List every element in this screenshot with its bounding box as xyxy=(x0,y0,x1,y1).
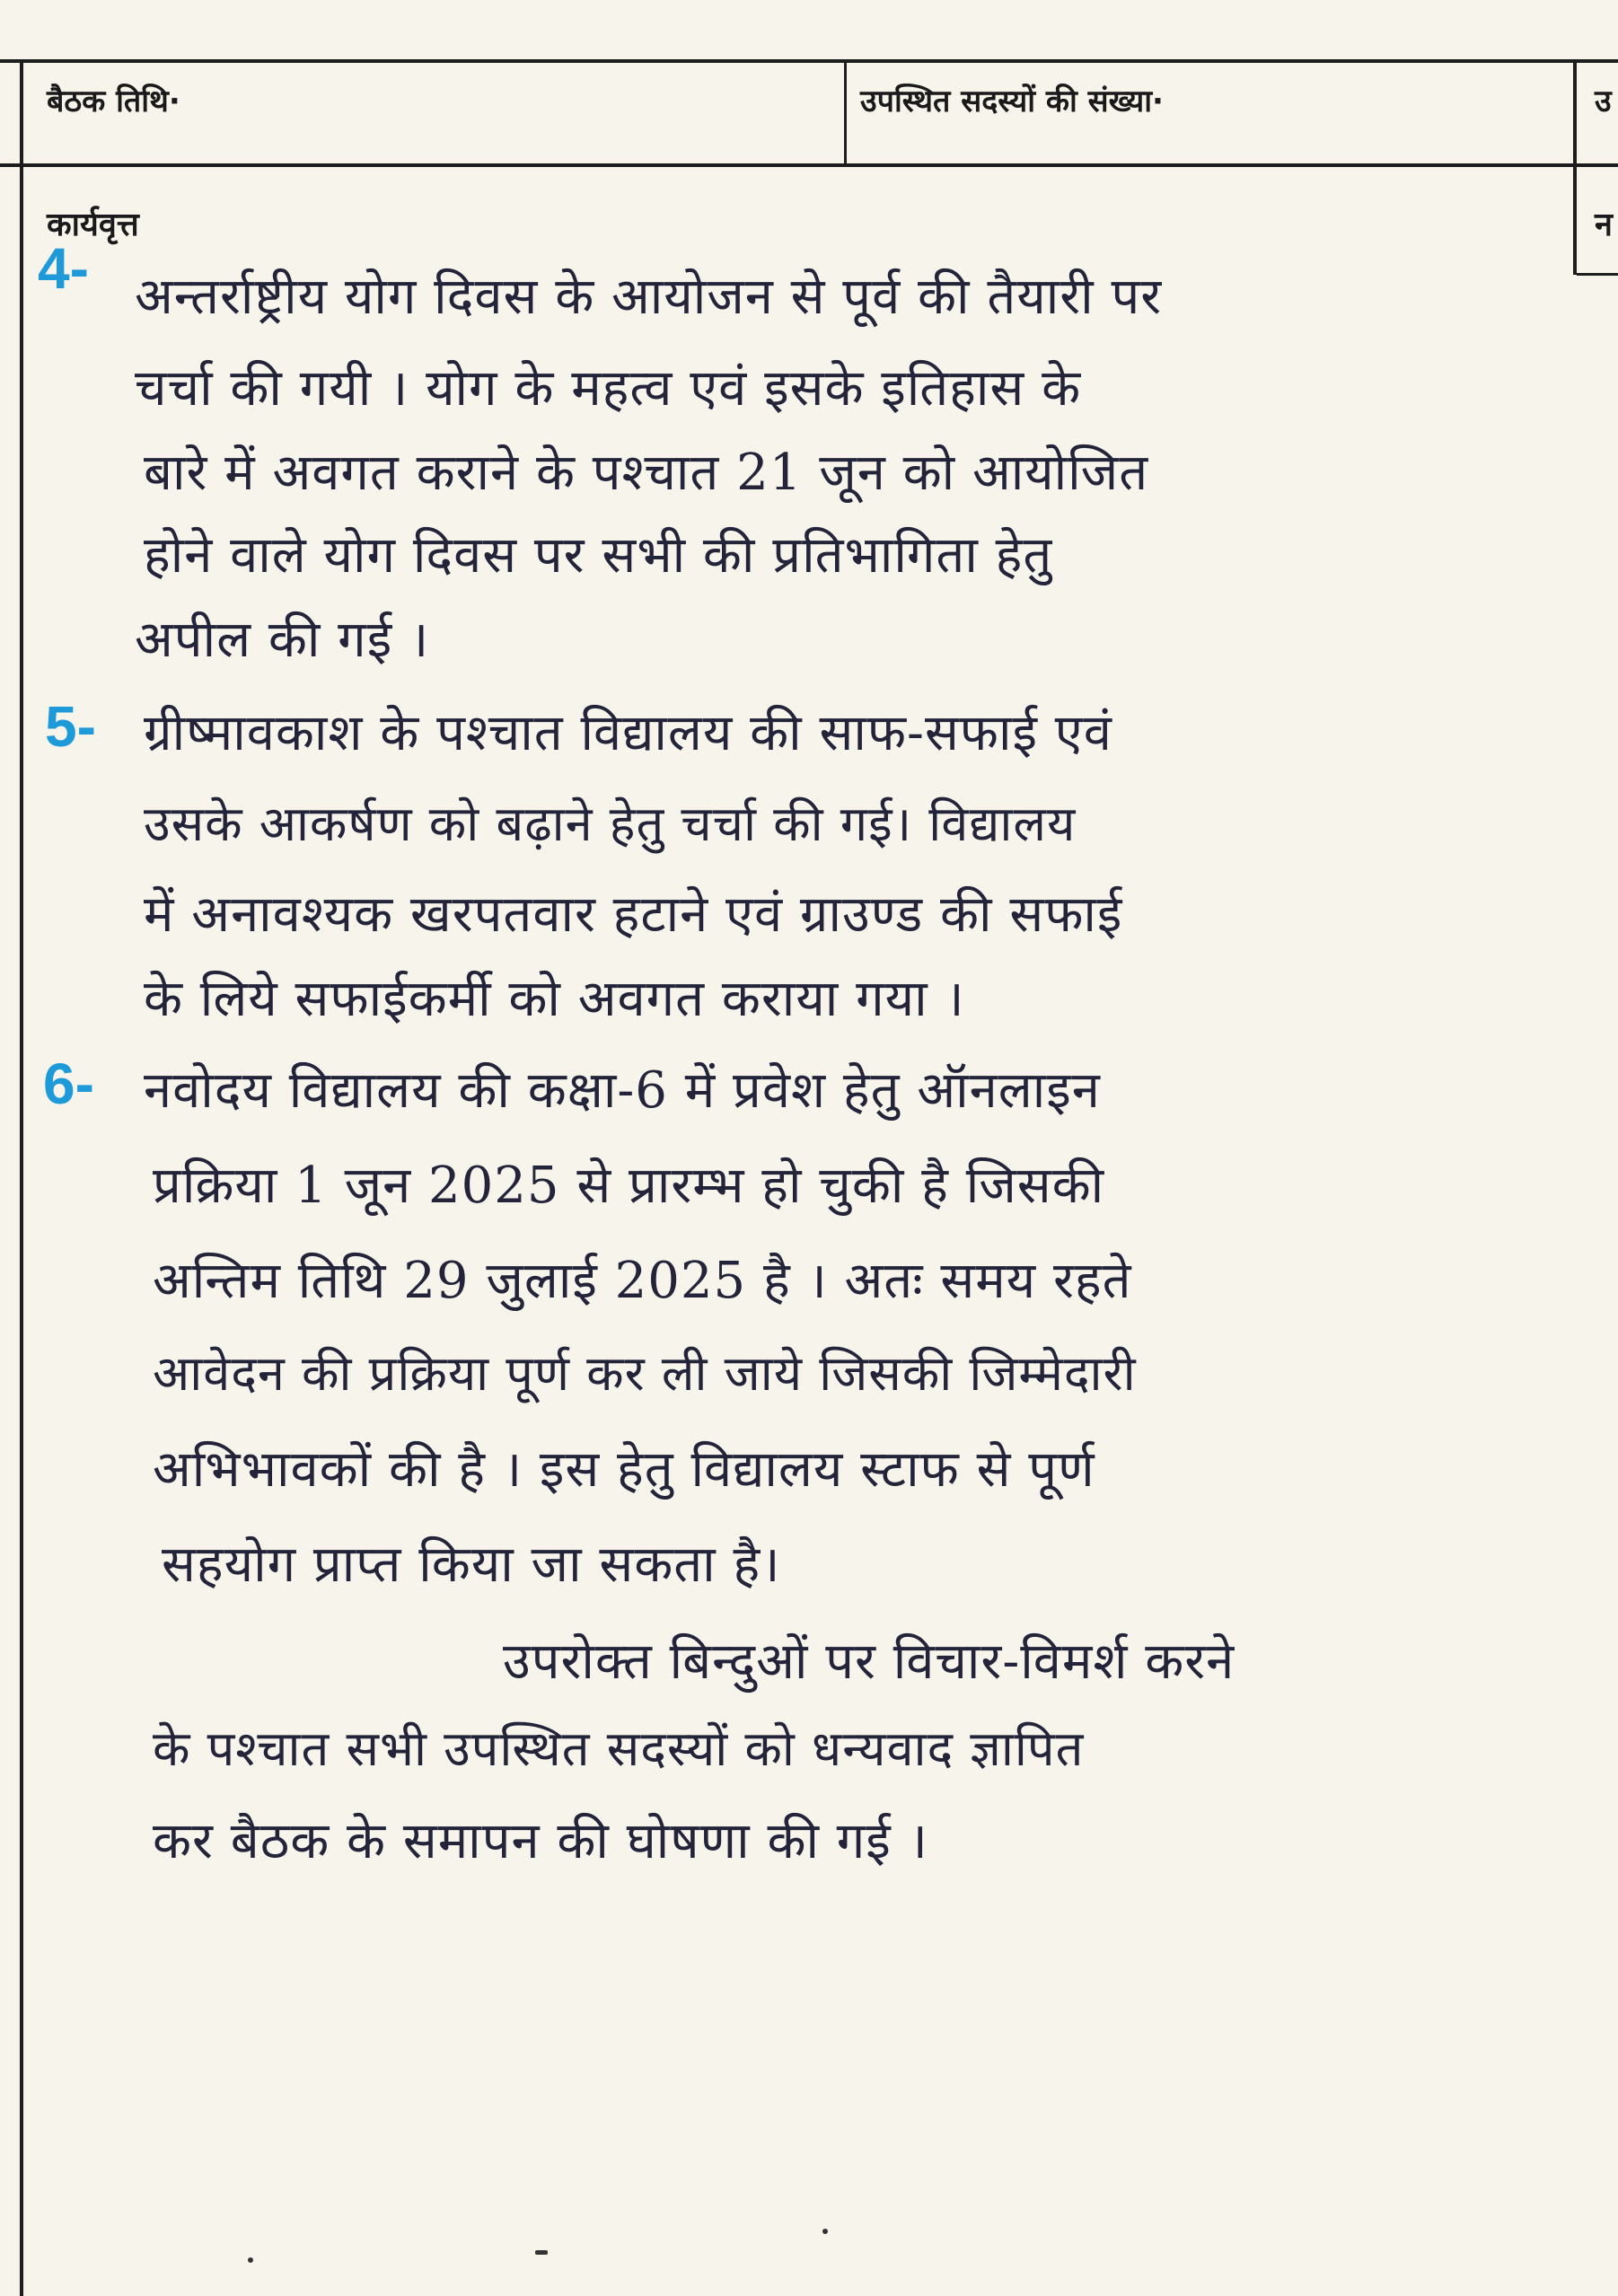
closing-line-3: कर बैठक के समापन की घोषणा की गई । xyxy=(153,1812,928,1870)
item-4-line-5: अपील की गई । xyxy=(135,611,430,669)
third-column-label-fragment: उ xyxy=(1595,84,1612,119)
closing-line-1: उपरोक्त बिन्दुओं पर विचार-विमर्श करने xyxy=(503,1632,1235,1691)
item-4-line-1: अन्तर्राष्ट्रीय योग दिवस के आयोजन से पूर्व की तैयारी पर xyxy=(135,268,1163,326)
paper-speck xyxy=(535,2250,548,2255)
item-6-line-2: प्रक्रिया 1 जून 2025 से प्रारम्भ हो चुकी है जिसकी xyxy=(153,1157,1105,1215)
item-4-line-2: चर्चा की गयी । योग के महत्व एवं इसके इतिहास के xyxy=(135,359,1082,418)
top-border-line xyxy=(0,59,1618,63)
item-4-line-4: होने वाले योग दिवस पर सभी की प्रतिभागिता हेतु xyxy=(144,526,1053,585)
item-5-line-2: उसके आकर्षण को बढ़ाने हेतु चर्चा की गई। विद्यालय xyxy=(144,796,1077,852)
header-bottom-line xyxy=(0,163,1618,167)
right-column-divider xyxy=(1573,59,1577,275)
item-6-line-3: अन्तिम तिथि 29 जुलाई 2025 है । अतः समय रहते xyxy=(153,1252,1132,1310)
left-border-line xyxy=(20,59,23,2296)
item-5-line-4: के लिये सफाईकर्मी को अवगत कराया गया । xyxy=(144,970,965,1028)
paper-speck xyxy=(248,2257,253,2263)
closing-line-2: के पश्चात सभी उपस्थित सदस्यों को धन्यवाद ज्ञापित xyxy=(153,1720,1085,1777)
meeting-date-label: बैठक तिथि· xyxy=(47,84,180,119)
item-number-5: 5- xyxy=(45,694,96,759)
item-number-4: 4- xyxy=(38,236,89,301)
members-present-label: उपस्थित सदस्यों की संख्या· xyxy=(860,84,1164,119)
item-6-line-6: सहयोग प्राप्त किया जा सकता है। xyxy=(162,1535,781,1594)
item-6-line-4: आवेदन की प्रक्रिया पूर्ण कर ली जाये जिसकी जिम्मेदारी xyxy=(153,1345,1137,1402)
item-6-line-1: नवोदय विद्यालय की कक्षा-6 में प्रवेश हेतु ऑनलाइन xyxy=(144,1061,1101,1120)
item-5-line-1: ग्रीष्मावकाश के पश्चात विद्यालय की साफ-सफाई एवं xyxy=(144,704,1112,762)
item-number-6: 6- xyxy=(43,1051,94,1116)
item-5-line-3: में अनावश्यक खरपतवार हटाने एवं ग्राउण्ड की सफाई xyxy=(144,885,1123,944)
paper-speck xyxy=(822,2229,828,2234)
right-column-lower-divider xyxy=(1577,273,1618,276)
header-column-divider xyxy=(844,59,847,165)
minutes-label: कार्यवृत्त xyxy=(47,207,139,243)
right-column-label-fragment: न xyxy=(1595,207,1613,243)
item-6-line-5: अभिभावकों की है । इस हेतु विद्यालय स्टाफ से पूर्ण xyxy=(153,1440,1095,1499)
item-4-line-3: बारे में अवगत कराने के पश्चात 21 जून को आयोजित xyxy=(144,444,1149,502)
